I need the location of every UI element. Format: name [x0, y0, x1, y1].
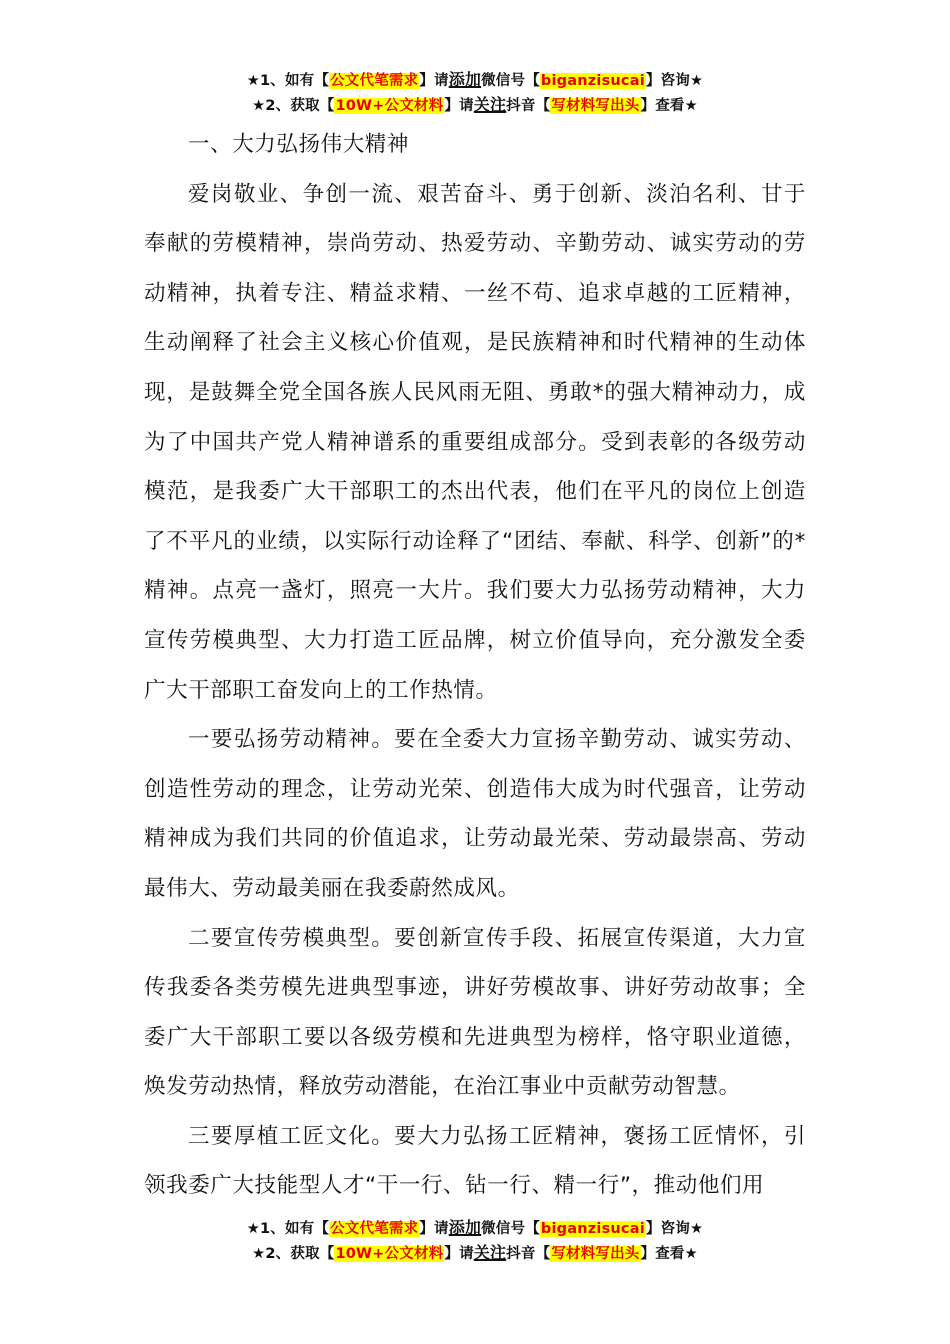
banner-text: 】咨询★ [645, 1221, 704, 1237]
paragraph-labor-spirit: 一要弘扬劳动精神。要在全委大力宣扬辛勤劳动、诚实劳动、创造性劳动的理念，让劳动光荣、创造伟大成为时代强音，让劳动精神成为我们共同的价值追求，让劳动最光荣、劳动最崇高、劳动最伟大、劳动最美丽在我委蔚然成风。 [144, 727, 806, 901]
banner-text: 】请 [444, 98, 474, 114]
underlined-follow: 关注 [473, 1243, 507, 1262]
highlight-service: 公文代笔需求 [330, 1221, 419, 1237]
section-heading: 一、大力弘扬伟大精神 [188, 132, 410, 157]
banner-text: 微信号【 [481, 1221, 540, 1237]
underlined-add: 添加 [448, 1218, 482, 1237]
banner-line-2 [0, 93, 950, 118]
header-banner [0, 68, 950, 118]
highlight-wechat-id: biganzisucai [540, 73, 645, 89]
underlined-follow: 关注 [473, 95, 507, 114]
banner-text: 】查看★ [640, 1246, 698, 1262]
highlight-douyin-account: 写材料写出头 [551, 1246, 640, 1262]
highlight-materials: 10W+公文材料 [335, 1246, 444, 1262]
banner-line-1 [0, 68, 950, 93]
highlight-wechat-id: biganzisucai [540, 1221, 645, 1237]
banner-text: ★1、如有【 [246, 73, 330, 89]
banner-text: 抖音【 [506, 98, 551, 114]
underlined-add: 添加 [448, 70, 482, 89]
highlight-materials: 10W+公文材料 [335, 98, 444, 114]
paragraph-craftsman-culture: 三要厚植工匠文化。要大力弘扬工匠精神，褒扬工匠情怀，引领我委广大技能型人才“干一行、钻一行、精一行”，推动他们用 [144, 1123, 806, 1199]
banner-text: 】请 [419, 1221, 449, 1237]
banner-text: 微信号【 [481, 73, 540, 89]
banner-text: ★1、如有【 [246, 1221, 330, 1237]
paragraph-spirit: 爱岗敬业、争创一流、艰苦奋斗、勇于创新、淡泊名利、甘于奉献的劳模精神，崇尚劳动、热爱劳动、辛勤劳动、诚实劳动的劳动精神，执着专注、精益求精、一丝不苟、追求卓越的工匠精神，生动阐释了社会主义核心价值观，是民族精神和时代精神的生动体现，是鼓舞全党全国各族人民风雨无阻、勇敢*的强大精神动力，成为了中国共产党人精神谱系的重要组成部分。受到表彰的各级劳动模范，是我委广大干部职工的杰出代表，他们在平凡的岗位上创造了不平凡的业绩，以实际行动诠释了“团结、奉献、科学、创新”的*精神。点亮一盏灯，照亮一大片。我们要大力弘扬劳动精神，大力宣传劳模典型、大力打造工匠品牌，树立价值导向，充分激发全委广大干部职工奋发向上的工作热情。 [144, 181, 806, 703]
banner-text: 】咨询★ [645, 73, 704, 89]
highlight-douyin-account: 写材料写出头 [551, 98, 640, 114]
banner-line-1 [0, 1216, 950, 1241]
banner-text: 抖音【 [506, 1246, 551, 1262]
highlight-service: 公文代笔需求 [330, 73, 419, 89]
banner-text: ★2、获取【 [252, 98, 335, 114]
footer-banner [0, 1216, 950, 1266]
banner-text: 】请 [444, 1246, 474, 1262]
banner-text: 】查看★ [640, 98, 698, 114]
paragraph-model-workers: 二要宣传劳模典型。要创新宣传手段、拓展宣传渠道，大力宣传我委各类劳模先进典型事迹，讲好劳模故事、讲好劳动故事；全委广大干部职工要以各级劳模和先进典型为榜样，恪守职业道德，焕发劳动热情，释放劳动潜能，在治江事业中贡献劳动智慧。 [144, 925, 806, 1100]
banner-text: 】请 [419, 73, 449, 89]
banner-line-2 [0, 1241, 950, 1266]
article-body [144, 120, 806, 1211]
banner-text: ★2、获取【 [252, 1246, 335, 1262]
